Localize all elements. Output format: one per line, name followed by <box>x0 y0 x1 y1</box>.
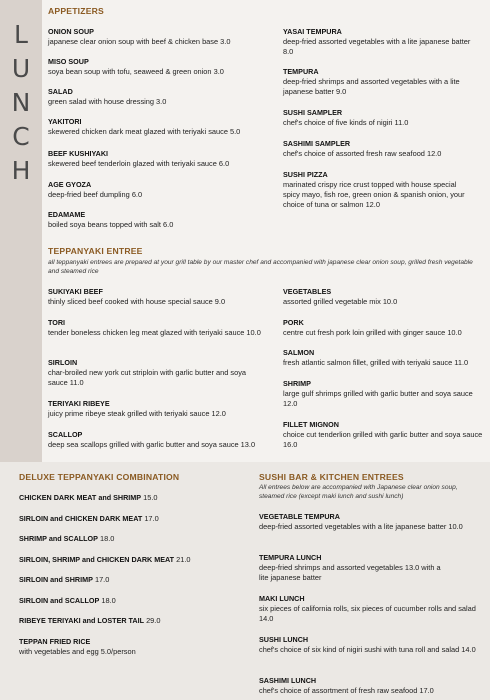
combo-item: SIRLOIN and SHRIMP 17.0 <box>19 575 110 584</box>
combo-item: CHICKEN DARK MEAT and SHRIMP 15.0 <box>19 493 158 502</box>
teppanyaki-heading: TEPPANYAKI ENTREE <box>48 246 143 256</box>
combo-item: SIRLOIN and CHICKEN DARK MEAT 17.0 <box>19 514 159 523</box>
menu-item: SUSHI PIZZA marinated crispy rice crust topped with house special spicy mayo, fish roe, green onion & spanish onion, your choice of tuna or salmon 12.0 <box>283 170 465 209</box>
teppanyaki-note: all teppanyaki entrees are prepared at your grill table by our master chef and accompanied with japanese clear onion soup, grilled fresh vegetable and steamed rice <box>48 259 473 275</box>
menu-item: SASHIMI LUNCH chef's choice of assortment of fresh raw seafood 17.0 <box>259 676 434 695</box>
fried-rice-item: TEPPAN FRIED RICE with vegetables and egg 5.0/person <box>19 637 136 656</box>
combo-item: SHRIMP and SCALLOP 18.0 <box>19 534 115 543</box>
menu-item: VEGETABLE TEMPURA deep-fried assorted vegetables with a lite japanese batter 10.0 <box>259 512 463 531</box>
menu-item: SHRIMP large gulf shrimps grilled with garlic butter and soya sauce 12.0 <box>283 379 473 408</box>
combo-item: RIBEYE TERIYAKI and LOSTER TAIL 29.0 <box>19 616 161 625</box>
side-title-lunch: L U N C H <box>11 20 31 185</box>
sushi-bar-heading: SUSHI BAR & KITCHEN ENTREES <box>259 472 404 482</box>
menu-item: TERIYAKI RIBEYE juicy prime ribeye steak grilled with teriyaki sauce 12.0 <box>48 399 226 418</box>
menu-item: SALMON fresh atlantic salmon fillet, grilled with teriyaki sauce 11.0 <box>283 348 469 367</box>
menu-item: AGE GYOZA deep-fried beef dumpling 6.0 <box>48 180 143 199</box>
menu-item: SUSHI LUNCH chef's choice of six kind of nigiri sushi with tuna roll and salad 14.0 <box>259 635 476 654</box>
menu-item: SUKIYAKI BEEF thinly sliced beef cooked with house special sauce 9.0 <box>48 287 226 306</box>
deluxe-heading: DELUXE TEPPANYAKI COMBINATION <box>19 472 180 482</box>
menu-item: SASHIMI SAMPLER chef's choice of assorted fresh raw seafood 12.0 <box>283 139 442 158</box>
menu-item: TEMPURA deep-fried shrimps and assorted vegetables with a lite japanese batter 9.0 <box>283 67 460 96</box>
menu-item: ONION SOUP japanese clear onion soup with beef & chicken base 3.0 <box>48 27 231 46</box>
appetizers-heading: APPETIZERS <box>48 6 104 16</box>
menu-item: TEMPURA LUNCH deep-fried shrimps and assorted vegetables 13.0 with a lite japanese batter <box>259 553 441 582</box>
menu-item: PORK centre cut fresh pork loin grilled with ginger sauce 10.0 <box>283 318 462 337</box>
menu-item: SCALLOP deep sea scallops grilled with garlic butter and soya sauce 13.0 <box>48 430 256 449</box>
combo-item: SIRLOIN, SHRIMP and CHICKEN DARK MEAT 21.0 <box>19 555 191 564</box>
menu-item: FILLET MIGNON choice cut tenderlion grilled with garlic butter and soya sauce 16.0 <box>283 420 483 449</box>
menu-item: SUSHI SAMPLER chef's choice of five kinds of nigiri 11.0 <box>283 108 409 127</box>
menu-item: VEGETABLES assorted grilled vegetable mix 10.0 <box>283 287 398 306</box>
menu-item: TORI tender boneless chicken leg meat glazed with teriyaki sauce 10.0 <box>48 318 261 337</box>
menu-item: SALAD green salad with house dressing 3.0 <box>48 87 167 106</box>
menu-item: SIRLOIN char-broiled new york cut striploin with garlic butter and soya sauce 11.0 <box>48 358 246 387</box>
combo-item: SIRLOIN and SCALLOP 18.0 <box>19 596 116 605</box>
menu-item: EDAMAME boiled soya beans topped with salt 6.0 <box>48 210 174 229</box>
menu-item: YASAI TEMPURA deep-fried assorted vegetables with a lite japanese batter 8.0 <box>283 27 471 56</box>
menu-item: MISO SOUP soya bean soup with tofu, seaweed & green onion 3.0 <box>48 57 224 76</box>
menu-item: YAKITORI skewered chicken dark meat glazed with teriyaki sauce 5.0 <box>48 117 241 136</box>
menu-item: MAKI LUNCH six pieces of california rolls, six pieces of cucumber rolls and salad 14.0 <box>259 594 476 623</box>
sushi-bar-note: All entrees below are accompanied with Japanese clear onion soup, steamed rice (except maki lunch and sushi lunch) <box>259 484 458 500</box>
menu-item: BEEF KUSHIYAKI skewered beef tenderloin glazed with teriyaki sauce 6.0 <box>48 149 230 168</box>
